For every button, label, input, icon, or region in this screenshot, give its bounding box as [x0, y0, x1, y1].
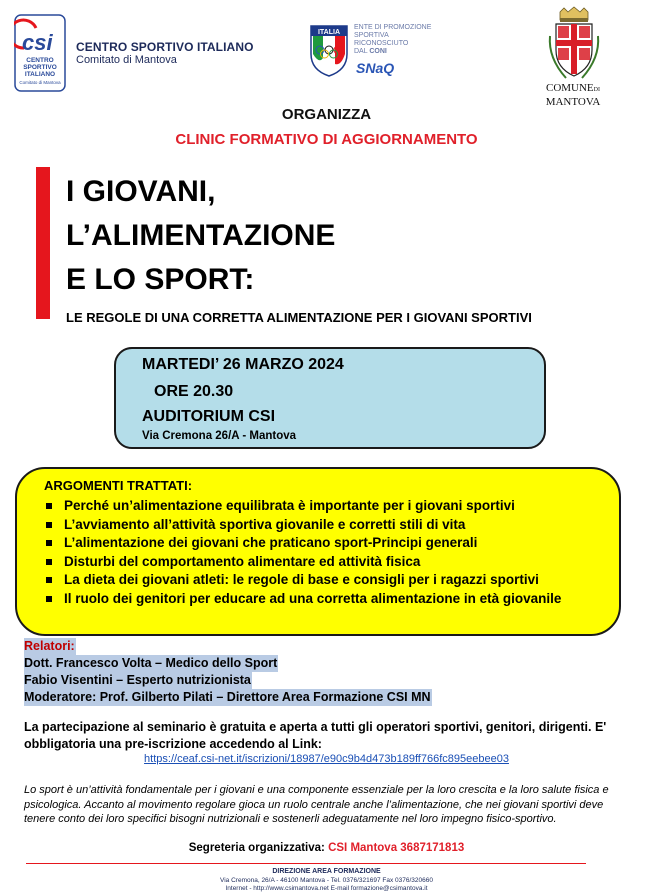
- bullet-icon: [46, 596, 52, 602]
- topics-list: [44, 497, 610, 608]
- main-title-line3: E LO SPORT:: [66, 263, 255, 296]
- speakers-heading: Relatori:: [24, 639, 75, 653]
- main-subtitle: LE REGOLE DI UNA CORRETTA ALIMENTAZIONE PER I GIOVANI SPORTIVI: [66, 310, 532, 325]
- description-paragraph: Lo sport è un’attività fondamentale per i giovani e una componente essenziale per la loro crescita e la loro salute fisica e psicologica. Accanto al movimento regolare gioca un ruolo centrale anche l’alimentazione, che nei giovani sportivi deve tenere conto dei loro specifici bisogni nutrizionali e sostenerli adeguatamente nel loro impegno fisico-sportivo.: [24, 784, 609, 825]
- list-item: [44, 590, 610, 609]
- bullet-icon: [46, 503, 52, 509]
- participation-text: La partecipazione al seminario è gratuita e aperta a tutti gli operatori sportivi, genitori, dirigenti. E' obbligatoria una pre-iscrizione accedendo al Link:: [24, 720, 607, 751]
- event-time: ORE 20.30: [154, 383, 234, 400]
- coni-shield-logo: [309, 24, 349, 78]
- comune-crest-logo: [546, 6, 602, 82]
- topic-text: L’alimentazione dei giovani che praticano sport-Principi generali: [64, 535, 478, 550]
- event-address: Via Cremona 26/A - Mantova: [142, 430, 297, 442]
- topic-text: La dieta dei giovani atleti: le regole di base e consigli per i ragazzi sportivi: [64, 572, 539, 587]
- topic-text: L’avviamento all’attività sportiva giovanile e corretti stili di vita: [64, 516, 466, 532]
- comune-line2: MANTOVA: [545, 96, 601, 108]
- event-place: AUDITORIUM CSI: [142, 408, 276, 425]
- bullet-icon: [46, 522, 52, 528]
- csi-logo-line4: Comitato di Mantova: [19, 80, 61, 85]
- footer-web: Internet - http://www.csimantova.net E-mail formazione@csimantova.it: [225, 885, 428, 892]
- list-item: [44, 553, 610, 572]
- secretariat-line: [0, 842, 653, 854]
- csi-title: CENTRO SPORTIVO ITALIANO: [76, 40, 254, 54]
- csi-logo-line1: CENTRO: [26, 57, 54, 64]
- coni-recognition-text: [354, 24, 454, 56]
- registration-link[interactable]: https://ceaf.csi-net.it/iscrizioni/18987/e90c9b4d473b189ff766fc895eebee03: [144, 753, 509, 765]
- topic-text: Disturbi del comportamento alimentare ed attività fisica: [64, 553, 421, 569]
- coni-line1: ENTE DI PROMOZIONE: [354, 24, 432, 31]
- bullet-icon: [46, 559, 52, 565]
- coni-line3: RICONOSCIUTO: [354, 40, 409, 47]
- comune-line1-small: DI: [593, 87, 600, 93]
- snaq-brand: SNaQ: [356, 60, 395, 76]
- coni-logo-label: ITALIA: [317, 29, 341, 36]
- comune-name: [536, 82, 610, 108]
- comune-line1: COMUNE: [545, 82, 594, 94]
- footer-title: DIREZIONE AREA FORMAZIONE: [272, 868, 381, 875]
- coni-line4: [354, 48, 454, 56]
- coni-line2: SPORTIVA: [354, 32, 389, 39]
- speaker-line: Fabio Visentini – Esperto nutrizionista: [24, 673, 251, 687]
- moderator-line: Moderatore: Prof. Gilberto Pilati – Direttore Area Formazione CSI MN: [24, 690, 431, 704]
- coni-line4-prefix: DAL: [354, 48, 368, 55]
- csi-subtitle: Comitato di Mantova: [76, 54, 177, 66]
- main-title-line2: L’ALIMENTAZIONE: [66, 219, 336, 252]
- title-accent-bar: [36, 167, 50, 319]
- secretariat-value: CSI Mantova 3687171813: [328, 842, 465, 854]
- main-title: [66, 170, 335, 302]
- organizza-heading: ORGANIZZA: [281, 106, 372, 123]
- list-item: [44, 534, 610, 553]
- list-item: [44, 516, 610, 535]
- secretariat-label: Segreteria organizzativa:: [188, 842, 325, 854]
- list-item: [44, 571, 610, 590]
- speaker-line: Dott. Francesco Volta – Medico dello Sport: [24, 656, 278, 670]
- svg-text:csi: csi: [22, 30, 53, 55]
- main-title-line1: I GIOVANI,: [66, 175, 216, 208]
- coni-line4-bold: CONI: [369, 48, 387, 55]
- clinic-heading: CLINIC FORMATIVO DI AGGIORNAMENTO: [175, 131, 478, 148]
- footer-address: Via Cremona, 26/A - 46100 Mantova - Tel. 0376/321697 Fax 0376/320660: [220, 877, 433, 884]
- bullet-icon: [46, 540, 52, 546]
- topic-text: Il ruolo dei genitori per educare ad una corretta alimentazione in età giovanile: [64, 590, 562, 606]
- topic-text: Perché un’alimentazione equilibrata è importante per i giovani sportivi: [64, 498, 515, 513]
- footer-divider: [26, 863, 586, 864]
- list-item: [44, 497, 610, 516]
- csi-logo-line3: ITALIANO: [24, 71, 56, 78]
- csi-logo: [14, 14, 66, 92]
- event-date: MARTEDI’ 26 MARZO 2024: [142, 356, 344, 373]
- bullet-icon: [46, 577, 52, 583]
- topics-heading: ARGOMENTI TRATTATI:: [44, 478, 193, 493]
- csi-logo-line2: SPORTIVO: [23, 64, 57, 71]
